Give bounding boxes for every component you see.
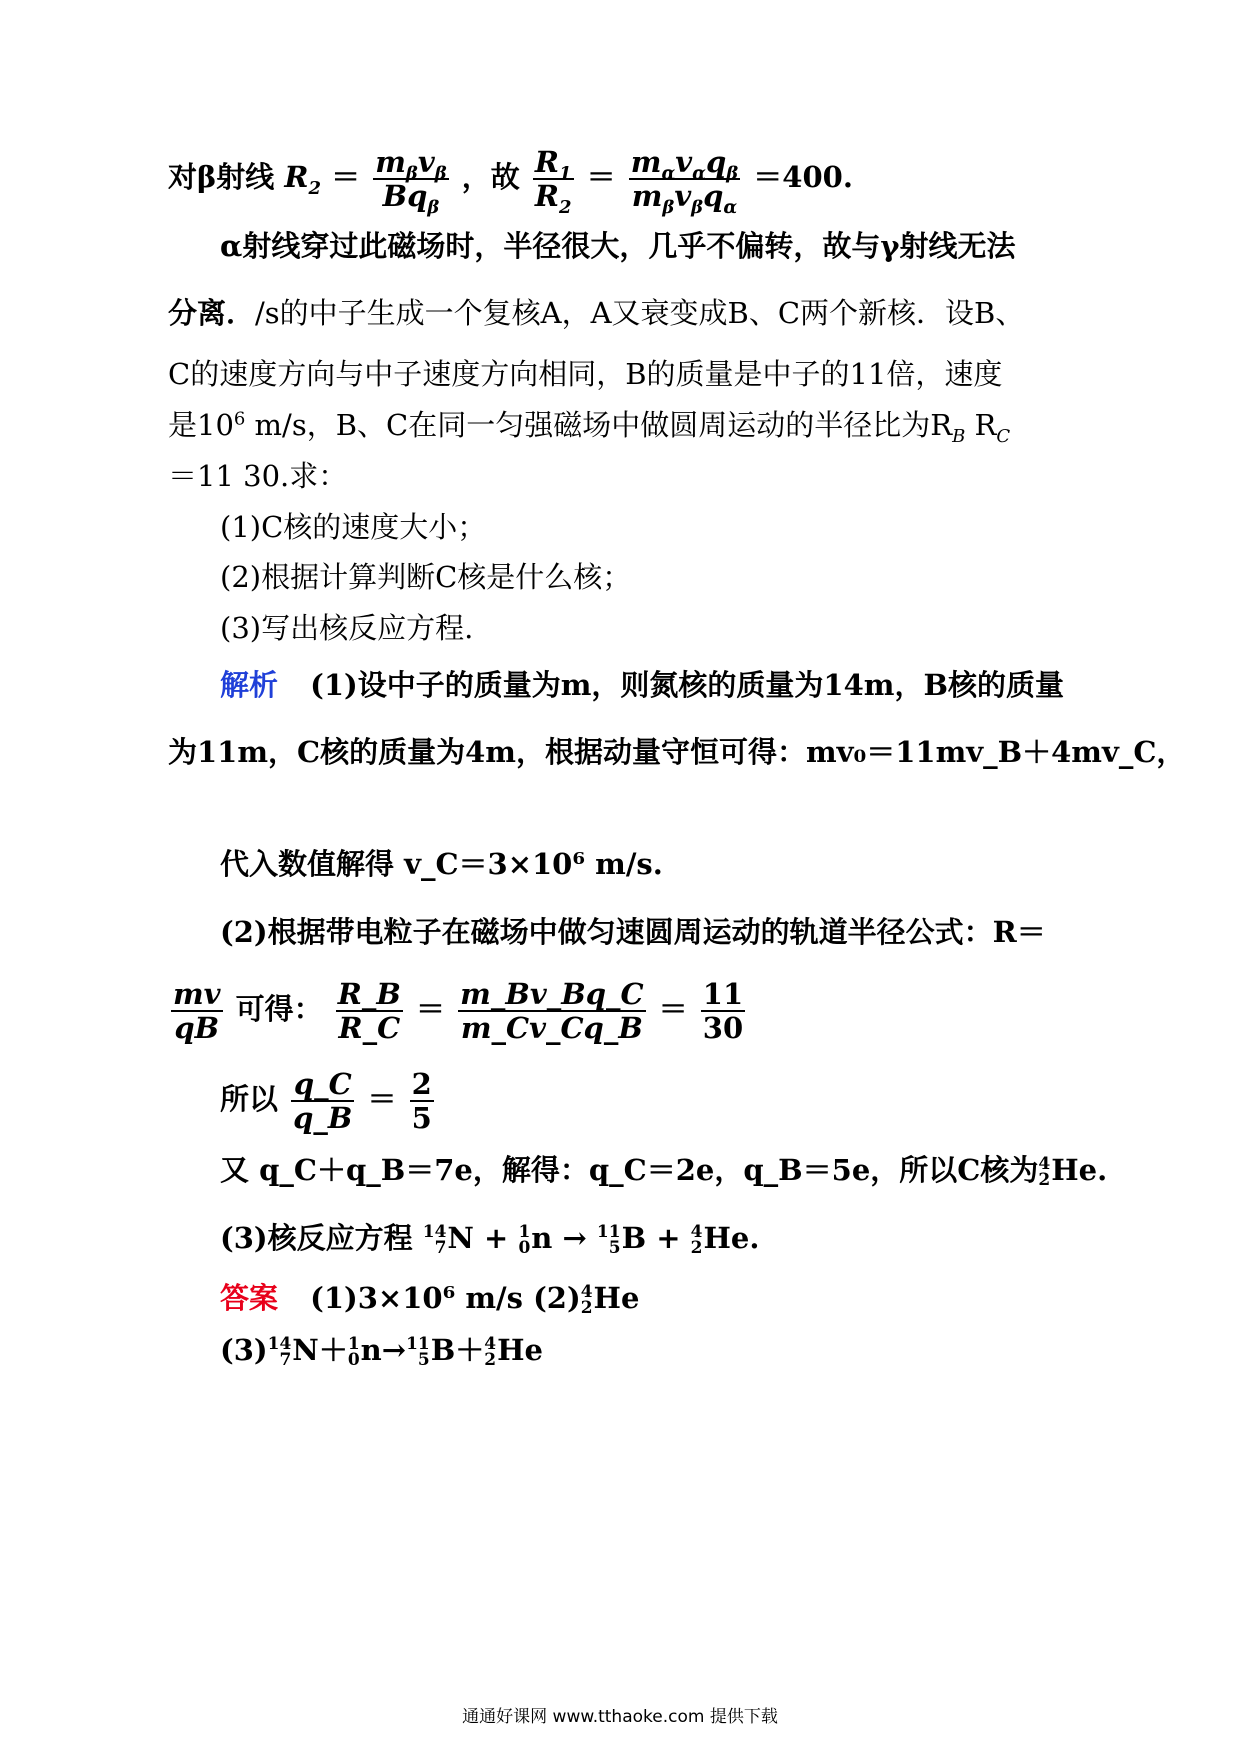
text-segment: 对β射线 xyxy=(168,160,275,194)
nuclide-he4-answer: 4 2 He xyxy=(484,1333,543,1370)
nuclide-neutron-answer: 1 0 n xyxy=(347,1333,382,1370)
analysis-line-5: $\frac{mv}{qB}$ 可得： $\frac{R\_B}{R\_C}$ ＝ $\frac{m\_Bv\_Bq\_C}{m\_Cv\_Cq\_B}$ ＝ $\frac{11}{30}$ xyxy=(173,977,744,1045)
fraction-2-5: $\frac{2}{5}$ xyxy=(411,1067,432,1135)
question-2: (2)根据计算判断C核是什么核； xyxy=(220,560,632,594)
paragraph-line: ＝11 30.求： xyxy=(168,459,348,493)
paragraph-line: α射线穿过此磁场时，半径很大，几乎不偏转，故与γ射线无法 xyxy=(220,229,1016,263)
answer-label: 答案 xyxy=(220,1281,279,1315)
paragraph-line: 是$10^6$ m/s，B、C在同一匀强磁场中做圆周运动的半径比为$R_B$ $R_C$ xyxy=(168,408,1011,447)
analysis-line-3: 代入数值解得 v_C＝3×10⁶ m/s. xyxy=(220,847,663,881)
question-1: (1)C核的速度大小； xyxy=(220,510,487,544)
nuclide-n14-answer: 14 7 N xyxy=(267,1333,319,1370)
r2-symbol: $R_2$ xyxy=(284,160,321,199)
fraction-mass-ratio: $\frac{m_\alpha v_\alpha q_\beta}{m_\beta v_\beta q_\alpha}$ xyxy=(630,145,739,218)
paragraph-line: 分离．/s的中子生成一个复核A，A又衰变成B、C两个新核．设B、 xyxy=(168,296,1025,330)
paragraph-line: C的速度方向与中子速度方向相同，B的质量是中子的11倍，速度 xyxy=(168,357,1003,391)
fraction-mv-qb: $\frac{mv}{qB}$ xyxy=(173,977,221,1045)
nuclide-b11: 11 5 B xyxy=(596,1221,647,1258)
nuclide-n14: 14 7 N xyxy=(422,1221,474,1258)
fraction-rb-rc: $\frac{R\_B}{R\_C}$ xyxy=(337,977,401,1045)
footer-source: 通通好课网 www.tthaoke.com 提供下载 xyxy=(462,1707,778,1727)
beta-ray-formula-line: 对β射线 $R_2$ ＝ $\frac{m_\beta v_\beta}{Bq_\beta}$ ，故 $\frac{R_1}{R_2}$ ＝ $\frac{m_\alpha v_\alpha q_\beta}{m_\beta v_\beta q_\alpha}$ ＝400. xyxy=(168,145,853,218)
fraction-r2: $\frac{m_\beta v_\beta}{Bq_\beta}$ xyxy=(375,145,447,218)
analysis-line-7: 又 q_C＋q_B＝7e，解得：q_C＝2e，q_B＝5e，所以C核为 4 2 He. xyxy=(220,1150,1107,1190)
analysis-line-2: 为11m，C核的质量为4m，根据动量守恒可得：mv₀＝11mv_B＋4mv_C， xyxy=(168,735,1186,769)
analysis-line-4: (2)根据带电粒子在磁场中做匀速圆周运动的轨道半径公式：R＝ xyxy=(220,915,1046,949)
analysis-line-8: (3)核反应方程 14 7 N + 1 0 n → 11 5 B + 4 2 He. xyxy=(220,1218,759,1258)
nuclide-he4: 4 2 He xyxy=(690,1221,750,1258)
answer-line-2: (3) 14 7 N＋ 1 0 n→ 11 5 B＋ 4 2 He xyxy=(220,1330,543,1370)
text-segment: ，故 xyxy=(461,160,520,194)
nuclide-he-answer: 4 2 He xyxy=(580,1281,640,1318)
text-segment: ＝400. xyxy=(753,160,853,194)
answer-line-1: 答案 (1)3×10⁶ m/s (2) 4 2 He xyxy=(220,1278,639,1318)
nuclide-neutron: 1 0 n xyxy=(518,1221,553,1258)
nuclide-b11-answer: 11 5 B xyxy=(406,1333,456,1370)
fraction-r-ratio: $\frac{R_1}{R_2}$ xyxy=(534,145,572,218)
fraction-qc-qb: $\frac{q\_C}{q\_B}$ xyxy=(293,1067,353,1135)
fraction-mvq: $\frac{m\_Bv\_Bq\_C}{m\_Cv\_Cq\_B}$ xyxy=(460,977,644,1045)
question-3: (3)写出核反应方程. xyxy=(220,611,474,645)
analysis-line-1: 解析 (1)设中子的质量为m，则氮核的质量为14m，B核的质量 xyxy=(220,668,1064,702)
fraction-11-30: $\frac{11}{30}$ xyxy=(702,977,744,1045)
nuclide-he: 4 2 He xyxy=(1038,1153,1098,1190)
analysis-label: 解析 xyxy=(220,668,279,702)
analysis-line-6: 所以 $\frac{q\_C}{q\_B}$ ＝ $\frac{2}{5}$ xyxy=(220,1067,432,1135)
